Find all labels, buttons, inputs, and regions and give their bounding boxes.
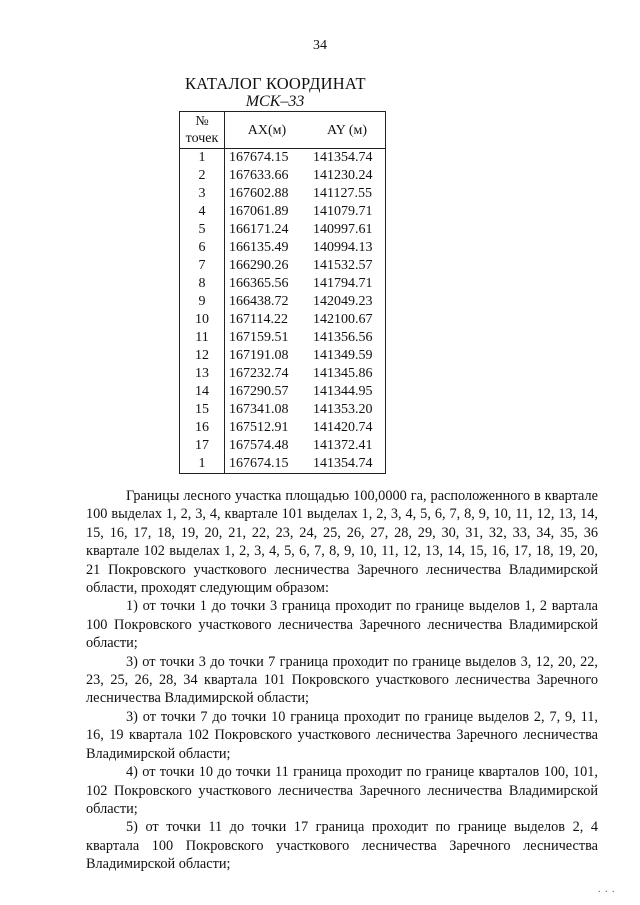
point-number-cell: 14 xyxy=(180,383,225,401)
table-row xyxy=(180,401,386,419)
header-ay: AY (м) xyxy=(309,112,386,149)
table-row xyxy=(180,311,386,329)
point-number-cell: 17 xyxy=(180,437,225,455)
point-number-cell: 15 xyxy=(180,401,225,419)
table-row xyxy=(180,257,386,275)
header-ax: AX(м) xyxy=(225,112,310,149)
table-row xyxy=(180,239,386,257)
scan-artifact-dots: . . . xyxy=(598,884,616,895)
boundary-segment-paragraph: 5) от точки 11 до точки 17 граница проходит по границе выделов 2, 4 квартала 100 Покровского участкового лесничества Заречного лесничества Владимирской области; xyxy=(86,819,598,873)
table-row xyxy=(180,293,386,311)
ax-cell: 166365.56 xyxy=(229,276,289,291)
page-number: 34 xyxy=(313,38,327,53)
table-row xyxy=(180,329,386,347)
boundary-segment-paragraph: 4) от точки 10 до точки 11 граница проходит по границе кварталов 100, 101, 102 Покровского участкового лесничества Заречного лесничества Владимирской области; xyxy=(86,764,598,817)
boundary-segment-paragraph: 3) от точки 3 до точки 7 граница проходит по границе выделов 3, 12, 20, 22, 23, 25, 26, 28, 34 квартала 101 Покровского участкового лесничества Заречного лесничества Владимирской области; xyxy=(86,653,598,707)
point-number-cell: 2 xyxy=(180,167,225,185)
ay-cell: 141794.71 xyxy=(309,275,386,293)
ay-cell: 141354.74 xyxy=(309,455,386,474)
ay-cell: 141420.74 xyxy=(309,419,386,437)
point-number-cell: 6 xyxy=(180,239,225,257)
ay-cell: 141344.95 xyxy=(309,383,386,401)
point-number-cell: 12 xyxy=(180,347,225,365)
table-row xyxy=(180,221,386,239)
ax-cell: 167341.08 xyxy=(229,402,289,417)
point-number-cell: 10 xyxy=(180,311,225,329)
boundary-segment-paragraph: 3) от точки 7 до точки 10 граница проходит по границе выделов 2, 7, 9, 11, 16, 19 квартала 102 Покровского участкового лесничества Заречного лесничества Владимирской области; xyxy=(86,708,598,762)
table-row xyxy=(180,455,386,474)
ax-cell: 167159.51 xyxy=(229,330,289,345)
ay-cell: 141372.41 xyxy=(309,437,386,455)
ay-cell: 141345.86 xyxy=(309,365,386,383)
ax-cell: 166438.72 xyxy=(229,294,289,309)
ax-cell: 167232.74 xyxy=(229,366,289,381)
ax-cell: 167061.89 xyxy=(229,204,289,219)
point-number-cell: 1 xyxy=(180,149,225,168)
point-number-cell: 13 xyxy=(180,365,225,383)
ay-cell: 141079.71 xyxy=(309,203,386,221)
ay-cell: 142049.23 xyxy=(309,293,386,311)
header-num-label: точек xyxy=(185,131,219,146)
ay-cell: 141349.59 xyxy=(309,347,386,365)
ax-cell: 167674.15 xyxy=(229,150,289,165)
point-number-cell: 4 xyxy=(180,203,225,221)
point-number-cell: 5 xyxy=(180,221,225,239)
point-number-cell: 11 xyxy=(180,329,225,347)
point-number-cell: 9 xyxy=(180,293,225,311)
ax-cell: 167633.66 xyxy=(229,168,289,183)
point-number-cell: 16 xyxy=(180,419,225,437)
ax-cell: 167191.08 xyxy=(229,348,289,363)
table-row xyxy=(180,419,386,437)
point-number-cell: 1 xyxy=(180,455,225,474)
table-row xyxy=(180,437,386,455)
header-point-number xyxy=(180,112,225,149)
ax-cell: 167602.88 xyxy=(229,186,289,201)
point-number-cell: 8 xyxy=(180,275,225,293)
catalog-subtitle: МСК–33 xyxy=(245,93,305,110)
ay-cell: 141532.57 xyxy=(309,257,386,275)
ax-cell: 167512.91 xyxy=(229,420,289,435)
ax-cell: 167290.57 xyxy=(229,384,289,399)
ax-cell: 167574.48 xyxy=(229,438,289,453)
ay-cell: 141353.20 xyxy=(309,401,386,419)
ay-cell: 141127.55 xyxy=(309,185,386,203)
ax-cell: 166290.26 xyxy=(229,258,289,273)
ay-cell: 142100.67 xyxy=(309,311,386,329)
table-row xyxy=(180,185,386,203)
ay-cell: 140997.61 xyxy=(309,221,386,239)
boundary-description xyxy=(86,487,598,874)
intro-paragraph: Границы лесного участка площадью 100,0000 га, расположенного в квартале 100 выделах 1, 2, 3, 4, квартале 101 выделах 1, 2, 3, 4, 5, 6, 7, 8, 9, 10, 11, 12, 13, 14, 15, 16, 17, 18, 19, 20, 21, 22, 23, 24, 25, 26, 27, 28, 29, 30, 31, 32, 33, 34, 35, 36 квартале 102 выделах 1, 2, 3, 4, 5, 6, 7, 8, 9, 10, 11, 12, 13, 14, 15, 16, 17, 18, 19, 20, 21 Покровского участкового лесничества Заречного лесничества Владимирской области, проходят следующим образом: xyxy=(86,488,598,597)
ax-cell: 166135.49 xyxy=(229,240,289,255)
table-row xyxy=(180,383,386,401)
table-header-row xyxy=(180,112,386,149)
ay-cell: 140994.13 xyxy=(309,239,386,257)
table-row xyxy=(180,203,386,221)
table-row xyxy=(180,347,386,365)
point-number-cell: 3 xyxy=(180,185,225,203)
coordinates-table xyxy=(179,111,386,474)
table-row xyxy=(180,365,386,383)
ay-cell: 141356.56 xyxy=(309,329,386,347)
ax-cell: 167114.22 xyxy=(229,312,288,327)
ay-cell: 141230.24 xyxy=(309,167,386,185)
table-row xyxy=(180,167,386,185)
point-number-cell: 7 xyxy=(180,257,225,275)
ax-cell: 167674.15 xyxy=(225,455,310,474)
table-row xyxy=(180,275,386,293)
table-row xyxy=(180,149,386,168)
ay-cell: 141354.74 xyxy=(309,149,386,168)
ax-cell: 166171.24 xyxy=(229,222,289,237)
header-num-symbol: № xyxy=(195,114,209,129)
boundary-segment-paragraph: 1) от точки 1 до точки 3 граница проходит по границе выделов 1, 2 вартала 100 Покровского участкового лесничества Заречного лесничества Владимирской области; xyxy=(86,598,598,652)
catalog-title: КАТАЛОГ КООРДИНАТ xyxy=(185,74,366,93)
